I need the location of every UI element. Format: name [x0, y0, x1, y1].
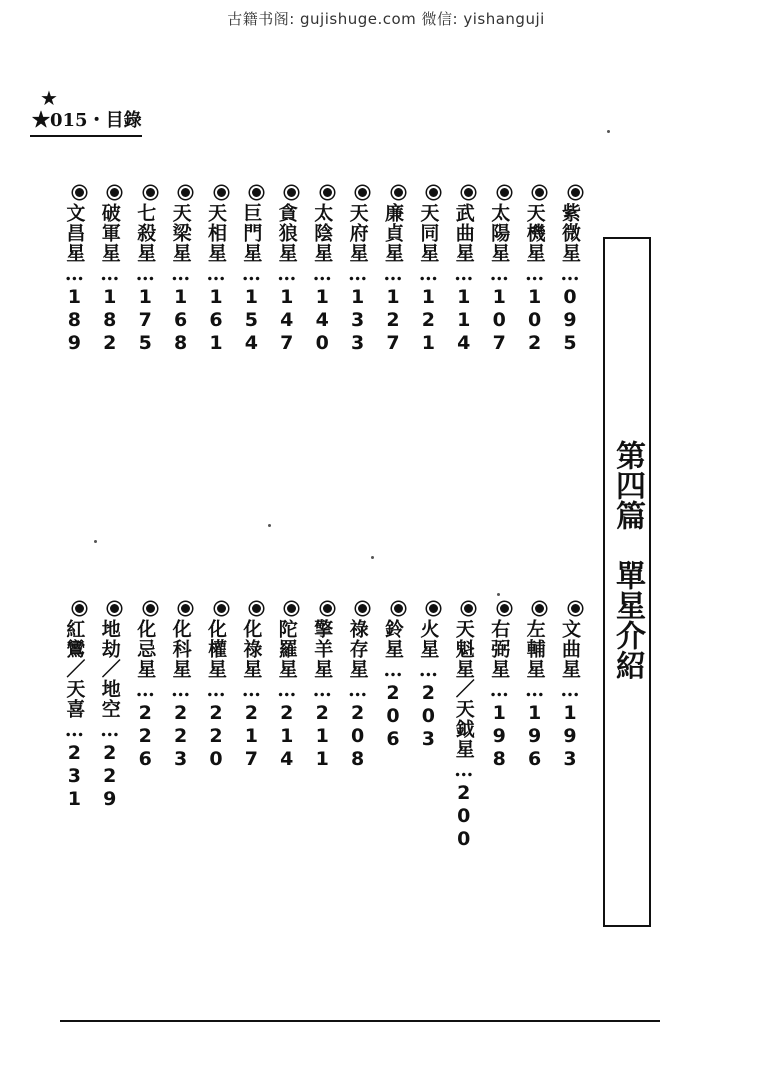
toc-leader: …	[452, 759, 475, 782]
star-icon: ★	[40, 86, 58, 110]
toc-entry-page: 133	[346, 286, 369, 355]
toc-leader: …	[134, 263, 157, 286]
toc-entry-page: 196	[523, 702, 546, 771]
bullet-icon	[392, 186, 405, 199]
toc-entry-title: 紫微星	[559, 203, 581, 263]
toc-entry	[415, 186, 441, 355]
toc-entry-title: 火星	[417, 619, 440, 659]
toc-entry-page: 154	[240, 286, 263, 355]
toc-leader: …	[417, 263, 440, 286]
toc-entry	[274, 602, 300, 771]
toc-entry-title: 化科星	[169, 619, 192, 679]
toc-leader: …	[382, 263, 404, 286]
toc-leader: …	[205, 679, 227, 702]
toc-entry-title: 天魁星／天鉞星	[452, 619, 475, 759]
toc-entry	[557, 602, 583, 771]
bullet-icon	[392, 602, 405, 615]
toc-entry-title: 太陰星	[311, 203, 334, 263]
toc-entry-title: 破軍星	[98, 203, 121, 263]
toc-entry-title: 右弼星	[488, 619, 511, 679]
toc-entry	[345, 602, 371, 771]
toc-entry-page: 182	[98, 286, 121, 355]
toc-entry-title: 天機星	[523, 203, 546, 263]
bullet-icon	[215, 602, 228, 615]
toc-entry-title: 天相星	[205, 203, 227, 263]
toc-entry-title: 祿存星	[346, 619, 369, 679]
toc-entry-title: 天梁星	[169, 203, 192, 263]
toc-entry-page: 206	[382, 682, 404, 751]
toc-entry-title: 化權星	[205, 619, 227, 679]
bullet-icon	[356, 602, 369, 615]
toc-leader: …	[523, 263, 546, 286]
bullet-icon	[215, 186, 228, 199]
toc-leader: …	[275, 263, 298, 286]
bullet-icon	[73, 602, 86, 615]
toc-entry-page: 220	[205, 702, 227, 771]
toc-entry-page: 231	[63, 742, 86, 811]
toc-entry	[61, 602, 87, 811]
toc-entry	[309, 602, 335, 771]
scan-speck	[371, 556, 374, 559]
toc-leader: …	[63, 719, 86, 742]
toc-entry-title: 化祿星	[240, 619, 263, 679]
toc-entry	[557, 186, 583, 355]
toc-leader: …	[488, 679, 511, 702]
bullet-icon	[498, 602, 511, 615]
toc-entry-page: 214	[275, 702, 298, 771]
bullet-icon	[144, 602, 157, 615]
bullet-icon	[108, 602, 121, 615]
toc-leader: …	[98, 719, 121, 742]
toc-entry	[97, 602, 123, 811]
toc-leader: …	[523, 679, 546, 702]
bullet-icon	[108, 186, 121, 199]
toc-entry	[415, 602, 441, 751]
toc-leader: …	[240, 263, 263, 286]
toc-entry	[61, 186, 87, 355]
toc-entry-page: 095	[559, 286, 581, 355]
toc-entry	[203, 186, 229, 355]
toc-entry-title: 天府星	[346, 203, 369, 263]
toc-entry-title: 鈴星	[382, 619, 404, 659]
bottom-rule	[60, 1020, 660, 1022]
bullet-icon	[462, 602, 475, 615]
toc-entry	[132, 186, 158, 355]
toc-entry-page: 203	[417, 682, 440, 751]
bullet-icon	[356, 186, 369, 199]
toc-entry	[274, 186, 300, 355]
bullet-icon	[250, 602, 263, 615]
toc-entry	[486, 186, 512, 355]
toc-entry	[132, 602, 158, 771]
toc-entry	[309, 186, 335, 355]
toc-entry-page: 229	[98, 742, 121, 811]
toc-entry-title: 左輔星	[523, 619, 546, 679]
toc-entry	[345, 186, 371, 355]
scan-speck	[268, 524, 271, 527]
toc-entry-title: 文曲星	[559, 619, 581, 679]
toc-entry	[522, 186, 548, 355]
bullet-icon	[533, 186, 546, 199]
toc-leader: …	[63, 263, 86, 286]
toc-entry-page: 200	[452, 782, 475, 851]
bullet-icon	[321, 602, 334, 615]
part-title: 第四篇 單星介紹	[610, 440, 645, 680]
toc-entry-page: 161	[205, 286, 227, 355]
bullet-icon	[285, 602, 298, 615]
toc-entry	[168, 186, 194, 355]
bullet-icon	[250, 186, 263, 199]
toc-entry	[380, 186, 406, 355]
toc-entry-title: 天同星	[417, 203, 440, 263]
toc-entry-page: 107	[488, 286, 511, 355]
toc-entry-title: 地劫／地空	[98, 619, 121, 719]
bullet-icon	[179, 186, 192, 199]
toc-entry-title: 貪狼星	[275, 203, 298, 263]
bullet-icon	[427, 602, 440, 615]
toc-entry-page: 102	[523, 286, 546, 355]
toc-leader: …	[205, 263, 227, 286]
toc-entry-title: 紅鸞／天喜	[63, 619, 86, 719]
toc-entry-page: 198	[488, 702, 511, 771]
toc-entry	[451, 186, 477, 355]
toc-entry-page: 168	[169, 286, 192, 355]
toc-leader: …	[311, 679, 334, 702]
toc-entry-page: 147	[275, 286, 298, 355]
page-label: 015・目錄	[50, 110, 142, 131]
toc-leader: …	[382, 659, 404, 682]
toc-leader: …	[169, 263, 192, 286]
bullet-icon	[144, 186, 157, 199]
toc-entry	[203, 602, 229, 771]
bullet-icon	[533, 602, 546, 615]
watermark-text: 古籍书阁: gujishuge.com 微信: yishanguji	[227, 10, 545, 28]
toc-entry-page: 189	[63, 286, 86, 355]
bullet-icon	[462, 186, 475, 199]
toc-leader: …	[559, 263, 581, 286]
toc-entry-title: 廉貞星	[382, 203, 404, 263]
header-rule	[30, 135, 142, 137]
toc-leader: …	[346, 263, 369, 286]
toc-entry-page: 127	[382, 286, 404, 355]
toc-entry-title: 武曲星	[452, 203, 475, 263]
toc-entry-page: 193	[559, 702, 581, 771]
toc-entry	[238, 602, 264, 771]
toc-entry-page: 140	[311, 286, 334, 355]
scan-speck	[607, 130, 610, 133]
toc-entry-page: 217	[240, 702, 263, 771]
toc-entry	[168, 602, 194, 771]
toc-entry-title: 陀羅星	[275, 619, 298, 679]
toc-entry	[238, 186, 264, 355]
star-icon: ★	[32, 110, 50, 131]
bullet-icon	[285, 186, 298, 199]
toc-entry-page: 223	[169, 702, 192, 771]
page-label-row	[32, 106, 142, 132]
toc-entry	[451, 602, 477, 851]
toc-leader: …	[98, 263, 121, 286]
toc-entry-page: 211	[311, 702, 334, 771]
toc-entry	[522, 602, 548, 771]
bullet-icon	[73, 186, 86, 199]
toc-entry-title: 化忌星	[134, 619, 157, 679]
toc-entry-title: 巨門星	[240, 203, 263, 263]
bullet-icon	[569, 602, 582, 615]
toc-leader: …	[346, 679, 369, 702]
toc-leader: …	[417, 659, 440, 682]
toc-entry-page: 208	[346, 702, 369, 771]
scan-speck	[497, 593, 500, 596]
toc-entry-title: 擎羊星	[311, 619, 334, 679]
toc-leader: …	[240, 679, 263, 702]
bullet-icon	[498, 186, 511, 199]
toc-leader: …	[134, 679, 157, 702]
toc-leader: …	[559, 679, 581, 702]
toc-entry-page: 226	[134, 702, 157, 771]
bullet-icon	[321, 186, 334, 199]
toc-leader: …	[311, 263, 334, 286]
scan-speck	[94, 540, 97, 543]
toc-entry-page: 175	[134, 286, 157, 355]
toc-entry	[380, 602, 406, 751]
toc-entry-title: 太陽星	[488, 203, 511, 263]
bullet-icon	[179, 602, 192, 615]
bullet-icon	[427, 186, 440, 199]
toc-leader: …	[169, 679, 192, 702]
toc-leader: …	[488, 263, 511, 286]
toc-leader: …	[452, 263, 475, 286]
toc-entry-page: 121	[417, 286, 440, 355]
toc-leader: …	[275, 679, 298, 702]
toc-entry-title: 七殺星	[134, 203, 157, 263]
toc-entry	[486, 602, 512, 771]
toc-entry-page: 114	[452, 286, 475, 355]
bullet-icon	[569, 186, 582, 199]
toc-entry	[97, 186, 123, 355]
toc-entry-title: 文昌星	[63, 203, 86, 263]
